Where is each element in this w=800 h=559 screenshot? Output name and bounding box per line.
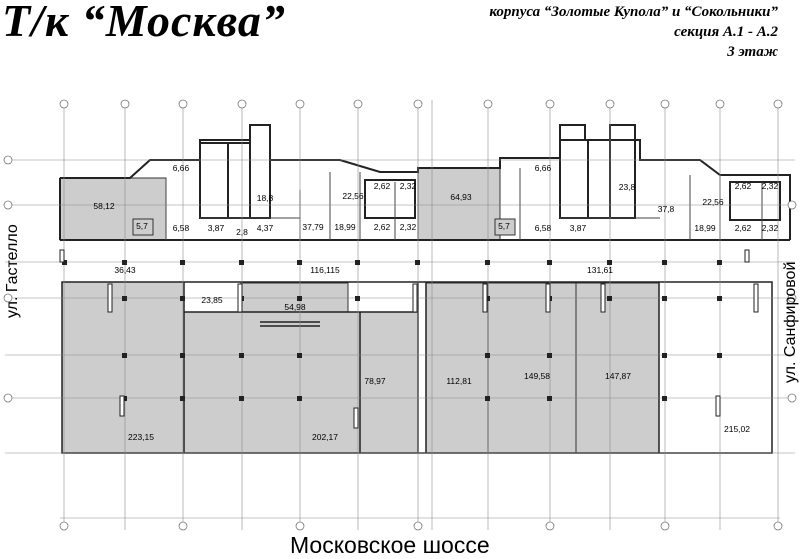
room-label: 2,32	[761, 223, 779, 233]
shade-149	[488, 283, 576, 453]
room-label: 3,87	[569, 223, 587, 233]
room-label: 202,17	[312, 432, 338, 442]
shade-112	[426, 283, 488, 453]
room-label: 18,99	[694, 223, 716, 233]
street-label-bottom: Московское шоссе	[290, 532, 490, 558]
room-label: 78,97	[364, 376, 386, 386]
room-label: 4,37	[256, 223, 274, 233]
room-label: 2,62	[734, 181, 752, 191]
subtitle-buildings: корпуса “Золотые Купола” и “Сокольники”	[489, 4, 778, 20]
room-label: 149,58	[524, 371, 550, 381]
room-label: 6,58	[534, 223, 552, 233]
room-label: 37,8	[657, 204, 675, 214]
room-label: 22,56	[702, 197, 724, 207]
room-label: 64,93	[450, 192, 472, 202]
room-label: 2,62	[734, 223, 752, 233]
room-label: 6,58	[172, 223, 190, 233]
room-label: 2,8	[236, 227, 248, 237]
room-label: 2,32	[761, 181, 779, 191]
room-label: 2,32	[399, 222, 417, 232]
street-label-right: ул. Санфировой	[782, 261, 799, 383]
room-label: 5,7	[136, 221, 148, 231]
room-label: 215,02	[724, 424, 750, 434]
room-label: 18,8	[256, 193, 274, 203]
room-label: 36,43	[114, 265, 136, 275]
room-label: 131,61	[587, 265, 613, 275]
room-label: 6,66	[172, 163, 190, 173]
room-label: 147,87	[605, 371, 631, 381]
shade-147	[576, 283, 659, 453]
street-label-left: ул. Гастелло	[4, 224, 21, 318]
room-label: 116,115	[310, 265, 340, 275]
room-label: 112,81	[446, 376, 472, 386]
room-label: 58,12	[93, 201, 115, 211]
room-label: 2,32	[399, 181, 417, 191]
room-label: 3,87	[207, 223, 225, 233]
room-label: 23,8	[618, 182, 636, 192]
room-label: 18,99	[334, 222, 356, 232]
shade-223	[62, 282, 184, 453]
room-label: 23,85	[201, 295, 223, 305]
page-title: Т/к “Москва”	[2, 0, 286, 46]
room-label: 54,98	[284, 302, 306, 312]
subtitle-section: секция А.1 - А.2	[674, 24, 778, 40]
room-label: 2,62	[373, 222, 391, 232]
room-label: 37,79	[302, 222, 324, 232]
room-label: 223,15	[128, 432, 154, 442]
room-label: 5,7	[498, 221, 510, 231]
room-label: 2,62	[373, 181, 391, 191]
room-label: 6,66	[534, 163, 552, 173]
room-label: 22,56	[342, 191, 364, 201]
subtitle-floor: 3 этаж	[727, 44, 778, 60]
